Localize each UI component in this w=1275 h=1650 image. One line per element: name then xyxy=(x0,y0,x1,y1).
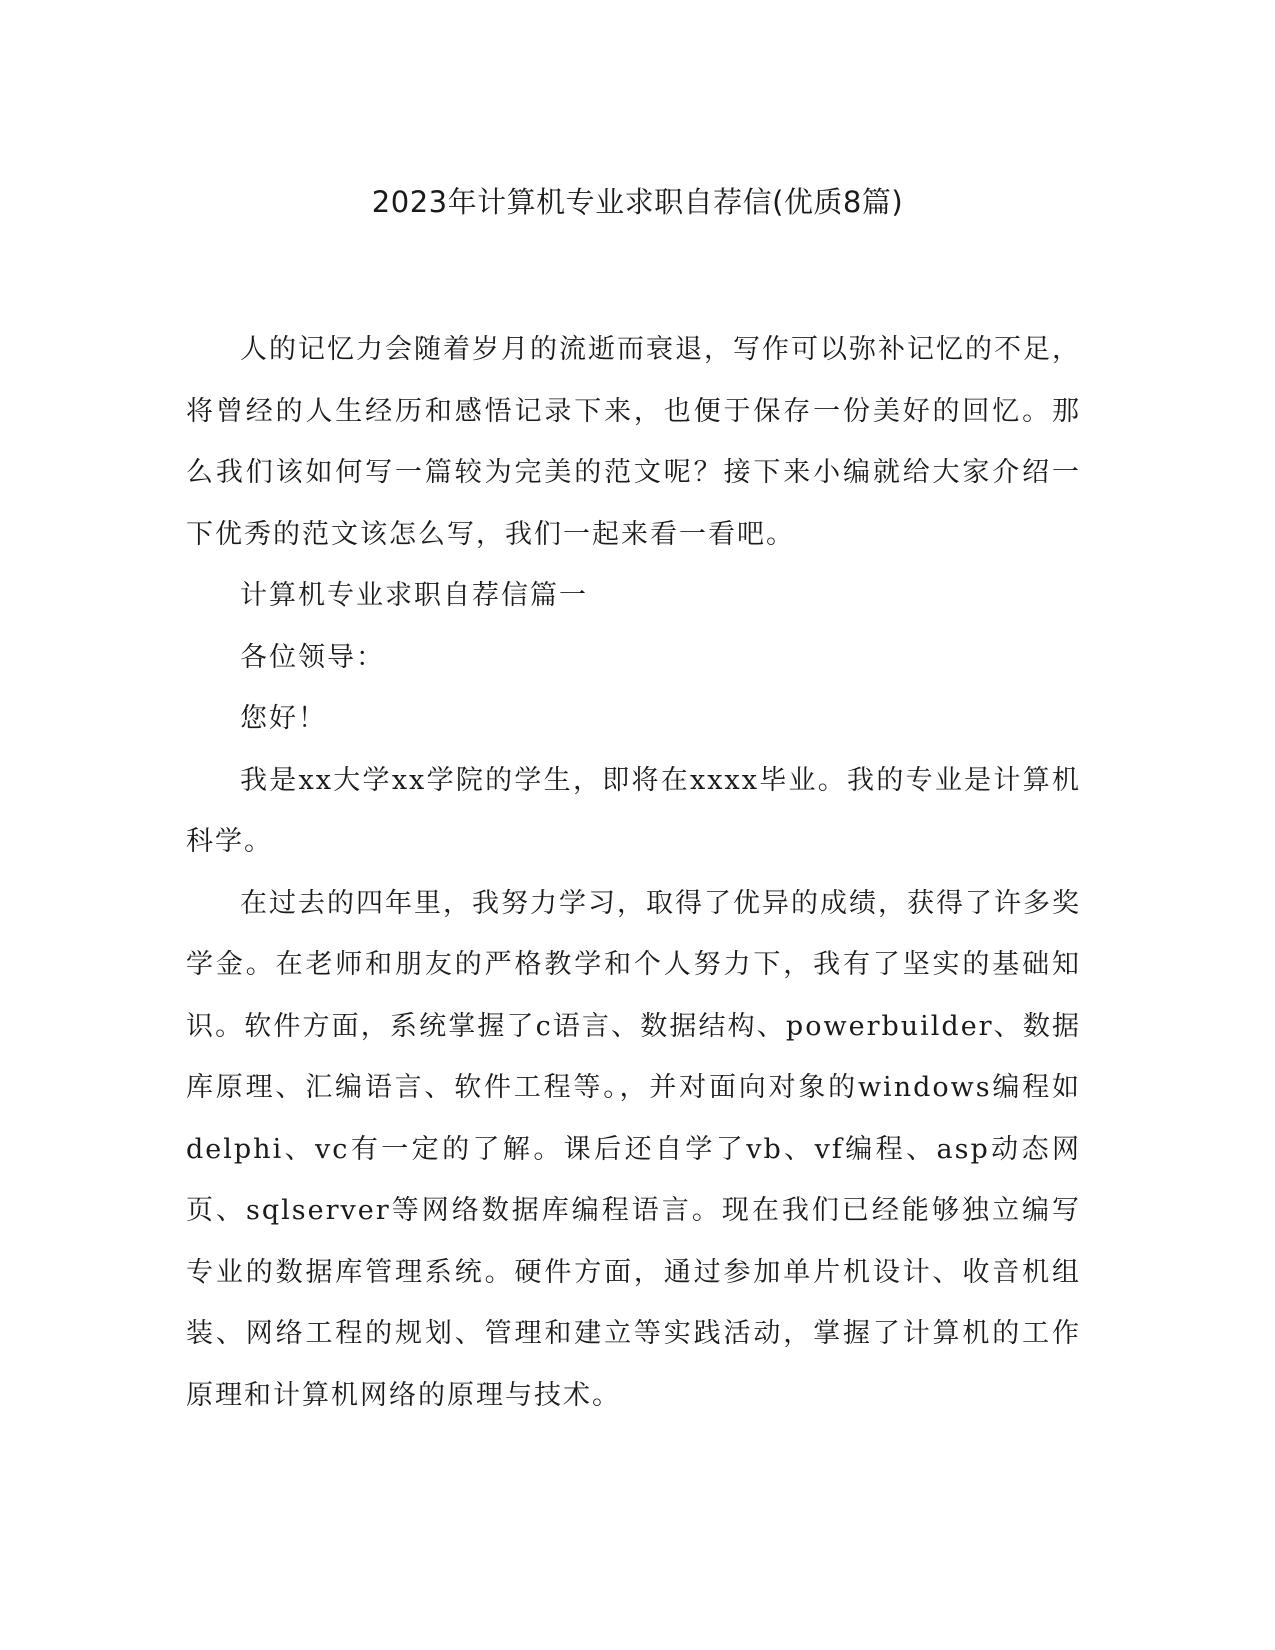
body-paragraph: 在过去的四年里，我努力学习，取得了优异的成绩，获得了许多奖学金。在老师和朋友的严格教学和个人努力下，我有了坚实的基础知识。软件方面，系统掌握了c语言、数据结构、powerbuilder、数据库原理、汇编语言、软件工程等。，并对面向对象的windows编程如delphi、vc有一定的了解。课后还自学了vb、vf编程、asp动态网页、sqlserver等网络数据库编程语言。现在我们已经能够独立编写专业的数据库管理系统。硬件方面，通过参加单片机设计、收音机组装、网络工程的规划、管理和建立等实践活动，掌握了计算机的工作原理和计算机网络的原理与技术。 xyxy=(186,887,1081,1411)
section-heading: 计算机专业求职自荐信篇一 xyxy=(240,580,588,611)
document-title: 2023年计算机专业求职自荐信(优质8篇) xyxy=(371,185,904,219)
greeting: 您好！ xyxy=(240,703,327,734)
body-paragraph: 我是xx大学xx学院的学生，即将在xxxx毕业。我的专业是计算机科学。 xyxy=(186,764,1081,857)
intro-paragraph: 人的记忆力会随着岁月的流逝而衰退，写作可以弥补记忆的不足，将曾经的人生经历和感悟记录下来，也便于保存一份美好的回忆。那么我们该如何写一篇较为完美的范文呢？接下来小编就给大家介绍一下优秀的范文该怎么写，我们一起来看一看吧。 xyxy=(186,334,1081,550)
salutation: 各位领导： xyxy=(240,641,385,673)
document-body xyxy=(186,319,1081,1426)
